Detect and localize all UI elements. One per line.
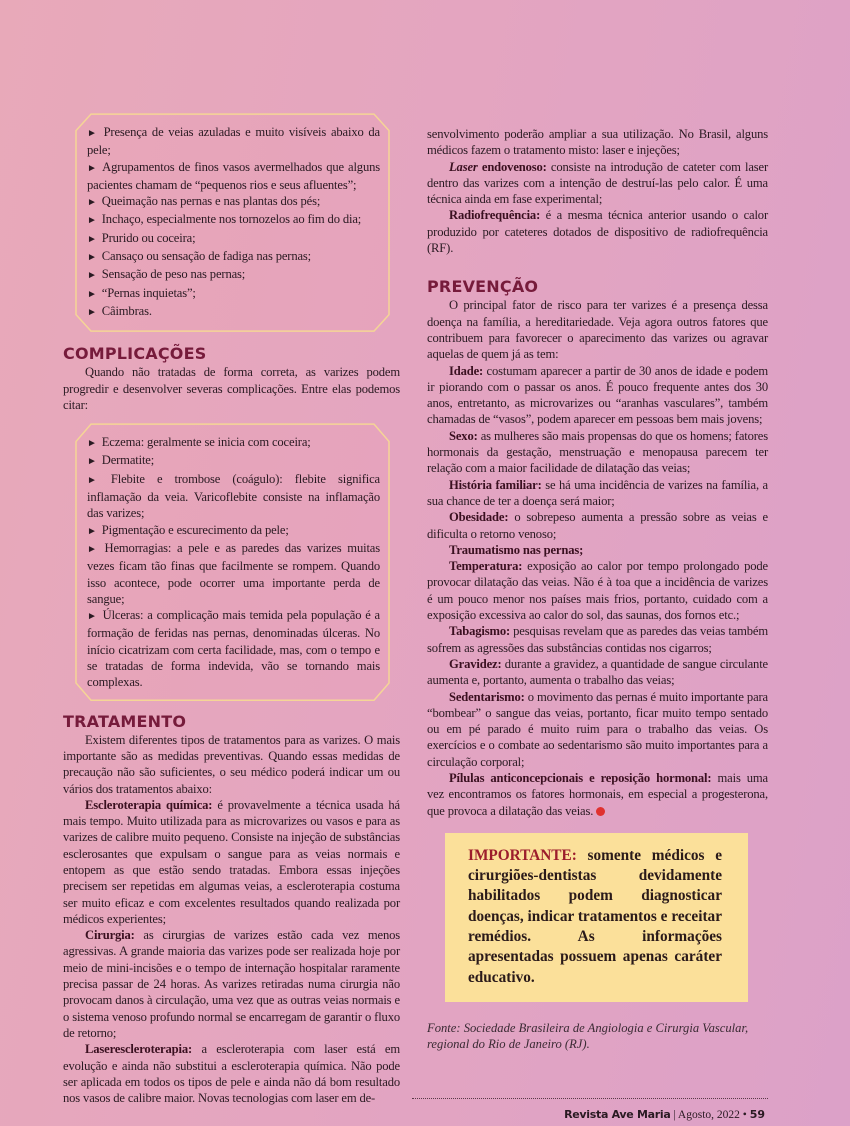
paragraph bbox=[427, 363, 768, 428]
term-text: senvolvimento poderão ampliar a sua utilização. No Brasil, alguns médicos fazem o tratamento misto: laser e injeções; bbox=[427, 127, 768, 158]
term-text: mais uma vez encontramos os fatores hormonais, em especial a progesterona, que provoca a dilatação das veias. bbox=[427, 770, 768, 818]
heading-prevencao: PREVENÇÃO bbox=[427, 277, 539, 297]
arrow-bullet-icon: ► bbox=[87, 270, 97, 282]
important-text: somente médicos e cirurgiões-dentistas devidamente habilitados podem diagnosticar doenças, indicar tratamentos e receitar remédios. As informações apresentadas possuem apenas caráter educativo. bbox=[468, 846, 722, 986]
list-item-text: Hemorragias: a pele e as paredes das varizes muitas vezes ficam tão finas que facilmente se rompem. Quando isso acontece, pode ocorrer uma importante perda de sangue; bbox=[87, 540, 380, 606]
arrow-bullet-icon: ► bbox=[87, 525, 97, 537]
paragraph bbox=[427, 623, 768, 656]
term-label: Radiofrequência: bbox=[449, 208, 541, 223]
term-label: Cirurgia: bbox=[85, 928, 135, 943]
arrow-bullet-icon: ► bbox=[87, 306, 97, 318]
list-item-text: Câimbras. bbox=[101, 303, 152, 318]
arrow-bullet-icon: ► bbox=[87, 128, 97, 139]
paragraph bbox=[63, 797, 400, 927]
list-item-text: Dermatite; bbox=[101, 453, 155, 468]
list-item bbox=[87, 540, 380, 607]
list-item bbox=[87, 471, 380, 522]
term-label: Idade: bbox=[449, 363, 484, 378]
list-item bbox=[87, 522, 380, 540]
term-text: durante a gravidez, a quantidade de sangue circulante aumenta e, portanto, aumenta o trabalho das veias; bbox=[427, 656, 768, 688]
page-footer bbox=[427, 1108, 765, 1122]
arrow-bullet-icon: ► bbox=[87, 215, 97, 227]
list-item-text: Presença de veias azuladas e muito visíveis abaixo da pele; bbox=[87, 125, 381, 158]
tratamento-intro: Existem diferentes tipos de tratamentos para as varizes. O mais importante são as medidas preventivas. Quando essas medidas de precaução não são suficientes, o seu médico poderá indicar um ou vários dos tratamentos abaixo: bbox=[63, 732, 400, 796]
issue-date: Agosto, 2022 bbox=[677, 1108, 740, 1121]
list-item-text: Pigmentação e escurecimento da pele; bbox=[101, 522, 289, 537]
list-item bbox=[87, 452, 380, 470]
paragraph bbox=[427, 689, 768, 770]
list-item bbox=[87, 230, 380, 248]
term-label: Tabagismo: bbox=[449, 624, 511, 639]
term-label: Temperatura: bbox=[449, 559, 523, 574]
list-item-text: Flebite e trombose (coágulo): flebite significa inflamação da veia. Varicoflebite consiste na inflamação das varizes; bbox=[87, 471, 380, 521]
paragraph bbox=[427, 509, 768, 542]
list-item bbox=[87, 607, 380, 690]
list-item bbox=[87, 248, 380, 266]
list-item-text: Úlceras: a complicação mais temida pela população é a formação de feridas nas pernas, denominadas úlceras. No início cicatrizam com certa facilidade, mas, com o tempo e se tratadas de forma indevida, vão se tornando mais complexas. bbox=[87, 608, 380, 690]
important-notice bbox=[445, 833, 748, 1002]
paragraph bbox=[63, 927, 400, 1041]
footer-separator: | bbox=[673, 1108, 676, 1121]
term-text: é a mesma técnica anterior usando o calor produzido por cateteres dotados de dispositivo de radiofrequência (RF). bbox=[427, 208, 768, 256]
term-text: se há uma incidência de varizes na família, a sua chance de ter a doença será maior; bbox=[427, 477, 768, 508]
list-item bbox=[87, 124, 380, 159]
paragraph bbox=[427, 477, 768, 510]
symptoms-list bbox=[87, 124, 380, 321]
symptoms-box bbox=[75, 113, 390, 332]
paragraph bbox=[427, 542, 768, 558]
term-text: as mulheres são mais propensas do que os homens; fatores hormonais da gestação, menstruação e menopausa parecem ter relação com a maior facilidade de dilatação das veias; bbox=[427, 428, 768, 476]
arrow-bullet-icon: ► bbox=[87, 474, 97, 486]
end-mark-icon bbox=[596, 807, 605, 816]
term-text: pesquisas revelam que as paredes das veias também sofrem as agressões das substâncias contidas nos cigarros; bbox=[427, 624, 768, 655]
term-text: costumam aparecer a partir de 30 anos de idade e podem ir piorando com o passar os anos. É pouco frequente antes dos 30 anos, entretanto, as microvarizes ou “aranhas vasculares”, também chamadas de “vasos”, podem aparecer em pessoas bem mais jovens; bbox=[427, 363, 768, 427]
paragraph bbox=[427, 126, 768, 159]
complications-list bbox=[87, 434, 380, 690]
list-item bbox=[87, 434, 380, 452]
term-label: Sedentarismo: bbox=[449, 689, 525, 704]
term-label: Laserescleroterapia: bbox=[85, 1042, 193, 1057]
list-item bbox=[87, 303, 380, 321]
arrow-bullet-icon: ► bbox=[87, 543, 97, 555]
paragraph bbox=[427, 656, 768, 689]
right-column bbox=[427, 126, 768, 1122]
arrow-bullet-icon: ► bbox=[87, 162, 97, 174]
footer-bullet: • bbox=[742, 1108, 747, 1121]
list-item bbox=[87, 266, 380, 284]
arrow-bullet-icon: ► bbox=[87, 197, 97, 209]
arrow-bullet-icon: ► bbox=[87, 288, 97, 300]
list-item-text: Cansaço ou sensação de fadiga nas pernas; bbox=[101, 249, 312, 264]
complications-box bbox=[75, 423, 390, 701]
heading-complicacoes: COMPLICAÇÕES bbox=[63, 344, 207, 364]
paragraph bbox=[427, 159, 768, 208]
tratamento-continued bbox=[427, 126, 768, 256]
term-italic: Laser bbox=[449, 159, 478, 174]
list-item bbox=[87, 285, 380, 303]
list-item-text: Sensação de peso nas pernas; bbox=[101, 267, 246, 282]
term-label: Escleroterapia química: bbox=[85, 797, 213, 812]
footer-spacer bbox=[427, 1052, 768, 1098]
arrow-bullet-icon: ► bbox=[87, 456, 97, 468]
tratamento-text bbox=[63, 732, 400, 1107]
term-label: Gravidez: bbox=[449, 656, 502, 671]
magazine-name: Revista Ave Maria bbox=[564, 1107, 671, 1121]
term-label: Pílulas anticoncepcionais e reposição hormonal: bbox=[449, 770, 712, 785]
left-column bbox=[63, 113, 400, 1106]
prevencao-intro: O principal fator de risco para ter varizes é a presença dessa doença na família, a hereditariedade. Veja agora outros fatores que contribuem para favorecer o aparecimento das varizes ou agravar aquelas de quem já as tem: bbox=[427, 298, 768, 362]
important-label: IMPORTANTE: bbox=[468, 846, 577, 864]
page-number: 59 bbox=[749, 1107, 765, 1121]
list-item-text: Prurido ou coceira; bbox=[101, 230, 196, 245]
term-text: o sobrepeso aumenta a pressão sobre as veias e dificulta o retorno venoso; bbox=[427, 510, 768, 541]
list-item bbox=[87, 193, 380, 211]
term-label: Sexo: bbox=[449, 428, 478, 443]
list-item bbox=[87, 159, 380, 194]
list-item-text: Agrupamentos de finos vasos avermelhados que alguns pacientes chamam de “pequenos rios e seus afluentes”; bbox=[87, 159, 380, 192]
paragraph bbox=[427, 770, 768, 819]
arrow-bullet-icon: ► bbox=[87, 252, 97, 264]
arrow-bullet-icon: ► bbox=[87, 438, 97, 450]
term-text: as cirurgias de varizes estão cada vez menos agressivas. A grande maioria das varizes pode ser realizada hoje por meio de mini-incisões e o tempo de internação hospitalar raramente precisa passar de 24 horas. As varizes retiradas numa cirurgia não provocam danos à circulação, uma vez que as outras veias normais e o sistema venoso profundo normal se encarregam de garantir o fluxo de retorno; bbox=[63, 928, 400, 1040]
complicacoes-intro: Quando não tratadas de forma correta, as varizes podem progredir e desenvolver severas complicações. Entre elas podemos citar: bbox=[63, 365, 400, 412]
complicacoes-intro-block bbox=[63, 364, 400, 413]
prevencao-text bbox=[427, 297, 768, 819]
footer-divider bbox=[412, 1098, 768, 1099]
arrow-bullet-icon: ► bbox=[87, 233, 97, 245]
list-item-text: Inchaço, especialmente nos tornozelos ao fim do dia; bbox=[101, 212, 362, 227]
term-text: exposição ao calor por tempo prolongado pode provocar dilatação das veias. Não é à toa que a incidência de varizes é um pouco menor nos países mais frios, portanto, cuidado com a exposição excessiva ao calor do sol, das saunas, dos fornos etc.; bbox=[427, 559, 768, 623]
list-item bbox=[87, 211, 380, 229]
term-text: a escleroterapia com laser está em evolução e ainda não substitui a escleroterapia química. Não pode ser aplicada em todos os tipos de pele e ainda não dá bom resultado nos vasos de calibre maior. Novas tecnologias com laser em de- bbox=[63, 1042, 400, 1106]
paragraph bbox=[427, 207, 768, 256]
paragraph bbox=[63, 1041, 400, 1106]
term-label: Obesidade: bbox=[449, 510, 509, 525]
heading-tratamento: TRATAMENTO bbox=[63, 711, 187, 731]
term-label: endovenoso: bbox=[477, 159, 547, 174]
term-text: o movimento das pernas é muito importante para “bombear” o sangue das veias, portanto, ficar muito tempo sentado ou em pé parado é muito ruim para o trabalho das veias. Os exercícios e o combate ao sedentarismo são muito importantes para a circulação corporal; bbox=[427, 689, 768, 769]
term-label: História familiar: bbox=[449, 477, 542, 492]
paragraph bbox=[427, 558, 768, 623]
list-item-text: Queimação nas pernas e nas plantas dos pés; bbox=[101, 194, 321, 209]
term-label: Traumatismo nas pernas; bbox=[449, 542, 584, 557]
term-text: é provavelmente a técnica usada há mais tempo. Muito utilizada para as microvarizes ou vasos e para as varizes de calibre muito pequeno. Consiste na injeção de substâncias esclerosantes que expulsam o sangue para as veias normais e entopem as que estão sendo tratadas. Embora essas injeções precisem ser repetidas em algumas veias, a escleroterapia costuma ser muito eficaz e com excelentes resultados quando realizada por médicos experientes; bbox=[63, 797, 400, 926]
list-item-text: “Pernas inquietas”; bbox=[101, 285, 196, 300]
term-text: consiste na introdução de cateter com laser dentro das varizes com a intenção de destruí-las pelo calor. É uma técnica ainda em fase experimental; bbox=[427, 159, 768, 207]
list-item-text: Eczema: geralmente se inicia com coceira; bbox=[101, 435, 311, 450]
arrow-bullet-icon: ► bbox=[87, 611, 97, 623]
source-note: Fonte: Sociedade Brasileira de Angiologia e Cirurgia Vascular, regional do Rio de Janeiro (RJ). bbox=[427, 1020, 749, 1051]
paragraph bbox=[427, 428, 768, 477]
